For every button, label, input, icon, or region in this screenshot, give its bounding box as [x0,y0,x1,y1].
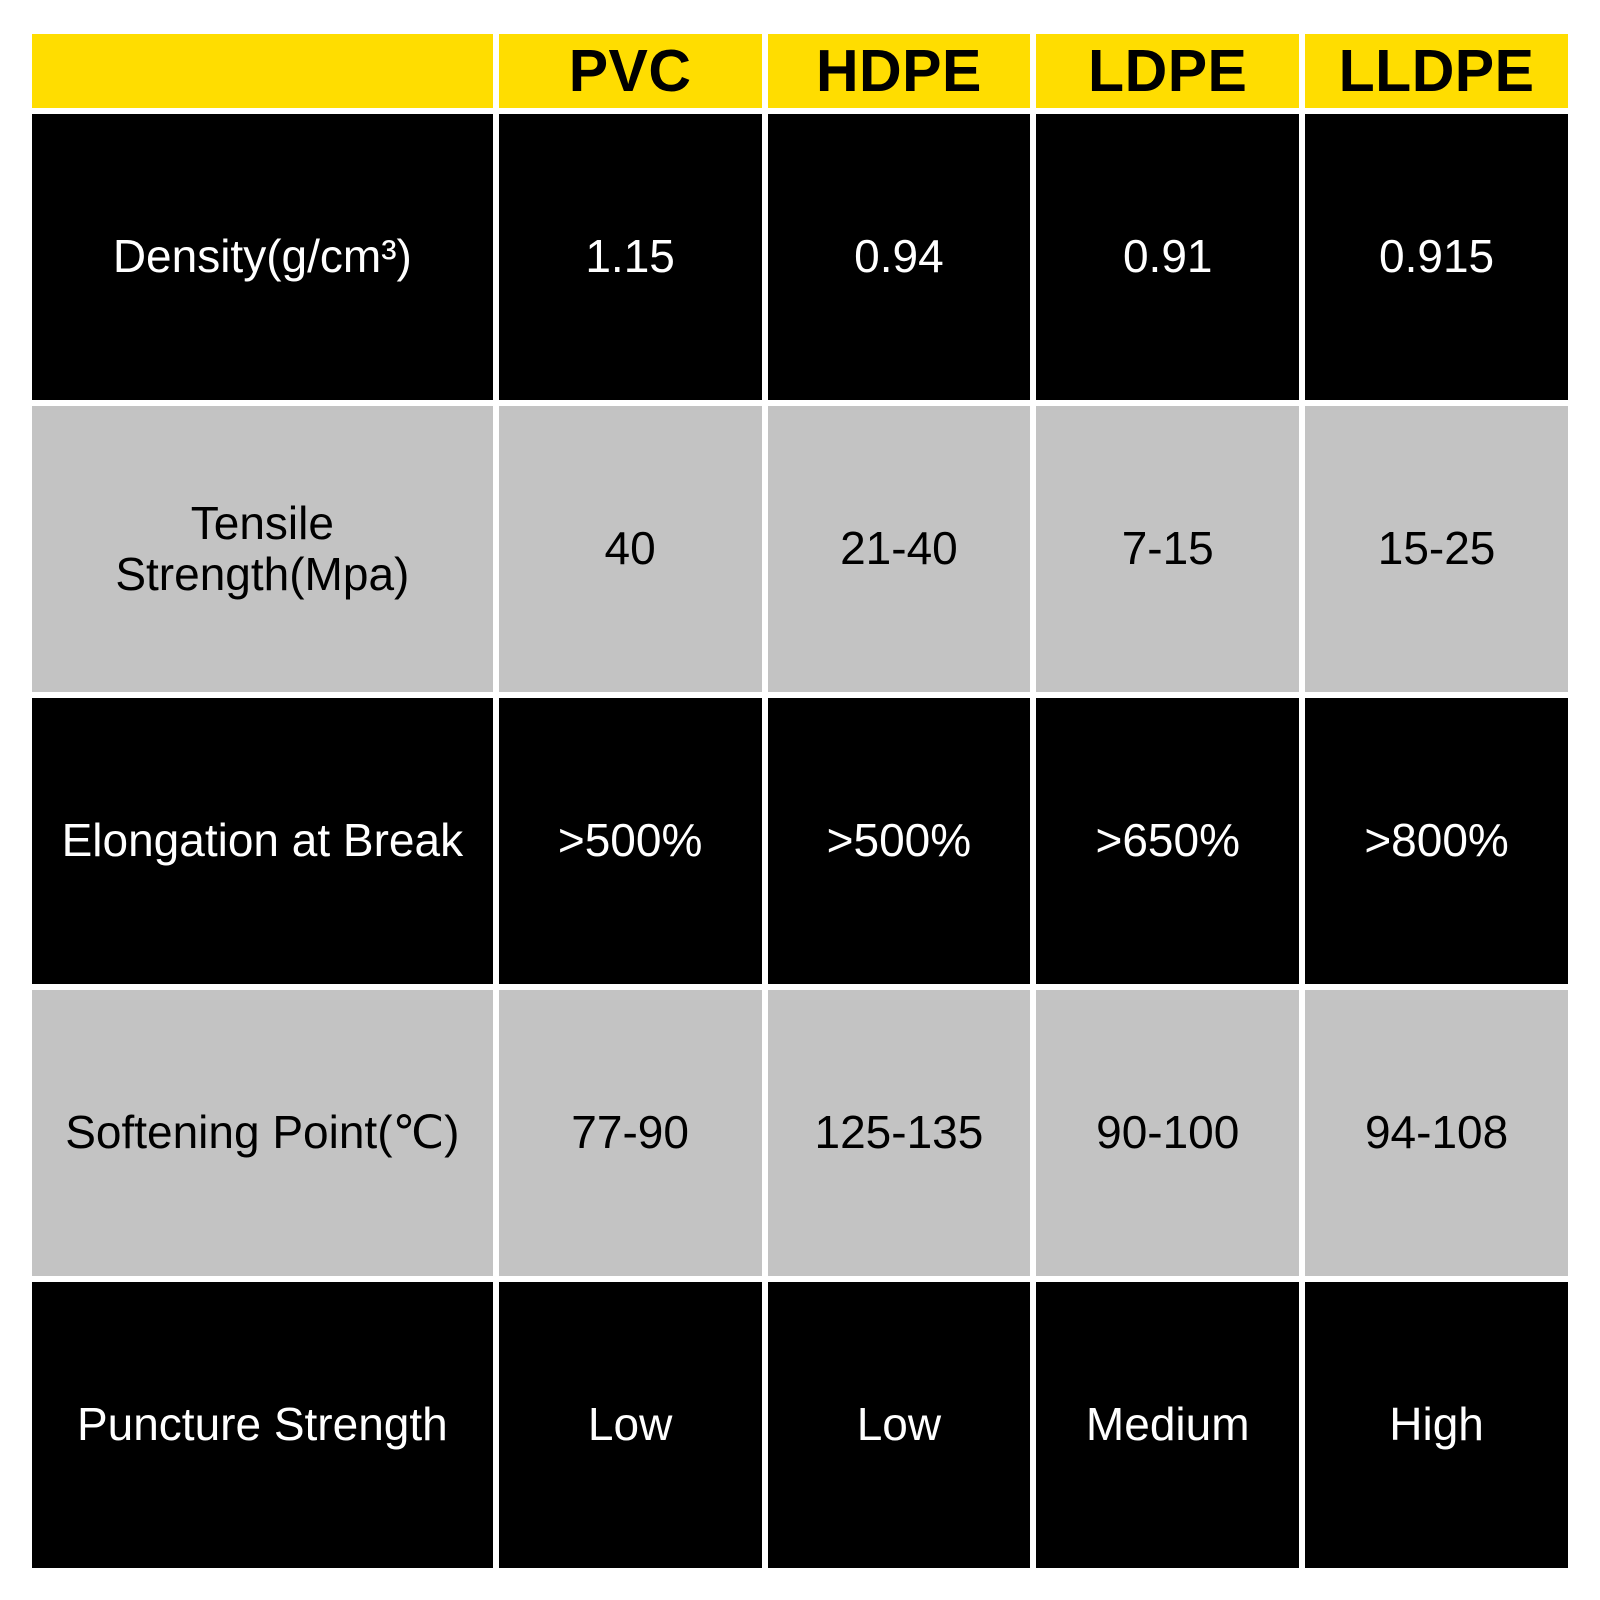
cell-elongation-hdpe: >500% [768,698,1031,984]
cell-density-lldpe: 0.915 [1305,114,1568,400]
row-label-softening-point: Softening Point(℃) [32,990,493,1276]
cell-softening-point-hdpe: 125-135 [768,990,1031,1276]
cell-density-pvc: 1.15 [499,114,762,400]
table-row [32,114,1568,400]
cell-elongation-pvc: >500% [499,698,762,984]
header-corner-cell [32,34,493,108]
cell-density-ldpe: 0.91 [1036,114,1299,400]
cell-tensile-strength-ldpe: 7-15 [1036,406,1299,692]
cell-puncture-strength-lldpe: High [1305,1282,1568,1568]
cell-softening-point-pvc: 77-90 [499,990,762,1276]
row-label-puncture-strength: Puncture Strength [32,1282,493,1568]
column-header-lldpe: LLDPE [1305,34,1568,108]
row-label-elongation-at-break: Elongation at Break [32,698,493,984]
column-header-pvc: PVC [499,34,762,108]
cell-tensile-strength-hdpe: 21-40 [768,406,1031,692]
cell-softening-point-ldpe: 90-100 [1036,990,1299,1276]
row-label-tensile-strength: Tensile Strength(Mpa) [32,406,493,692]
table-row [32,990,1568,1276]
cell-tensile-strength-lldpe: 15-25 [1305,406,1568,692]
column-header-ldpe: LDPE [1036,34,1299,108]
cell-density-hdpe: 0.94 [768,114,1031,400]
cell-puncture-strength-pvc: Low [499,1282,762,1568]
table-row [32,698,1568,984]
table-row [32,406,1568,692]
cell-elongation-ldpe: >650% [1036,698,1299,984]
row-label-density: Density(g/cm³) [32,114,493,400]
column-header-hdpe: HDPE [768,34,1031,108]
cell-puncture-strength-hdpe: Low [768,1282,1031,1568]
cell-softening-point-lldpe: 94-108 [1305,990,1568,1276]
cell-elongation-lldpe: >800% [1305,698,1568,984]
table-row [32,1282,1568,1568]
cell-puncture-strength-ldpe: Medium [1036,1282,1299,1568]
table-header-row [32,34,1568,108]
cell-tensile-strength-pvc: 40 [499,406,762,692]
material-properties-table [26,28,1574,1574]
